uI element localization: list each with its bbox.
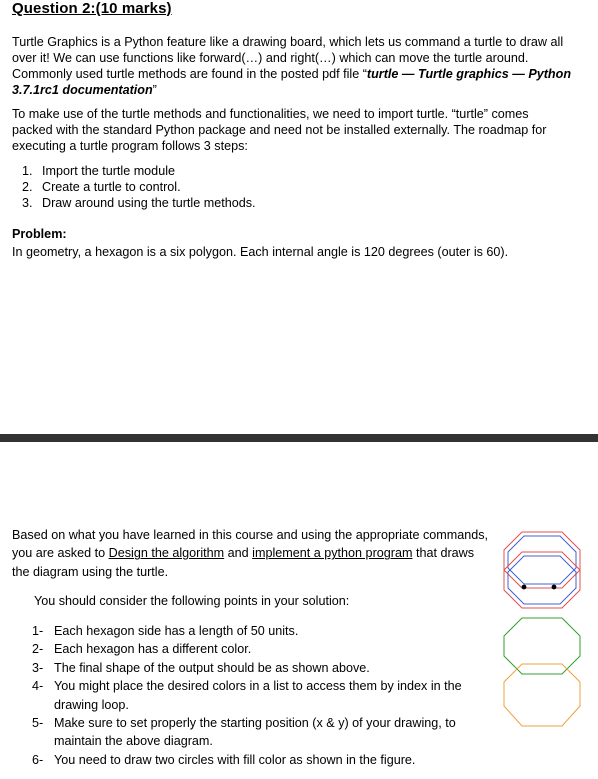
design-algorithm-text: Design the algorithm xyxy=(108,546,225,561)
list-item: 2. Create a turtle to control. xyxy=(22,180,181,194)
hexagon-diagram xyxy=(500,530,584,730)
list-item: 1- Each hexagon side has a length of 50 units. xyxy=(32,624,299,638)
list-item: 6- You need to draw two circles with fill color as shown in the figure. xyxy=(32,752,416,767)
question-heading: Question 2:(10 marks) xyxy=(12,0,172,17)
doc-title: turtle — Turtle graphics — Python 3.7.1rc1 documentation xyxy=(12,67,572,97)
hexagon xyxy=(504,618,580,674)
hexagon xyxy=(504,664,580,726)
intro-paragraph xyxy=(12,34,572,98)
page-divider xyxy=(0,434,598,442)
problem-title: Problem: xyxy=(12,227,67,241)
list-item: 3- The final shape of the output should be as shown above. xyxy=(32,660,370,675)
hexagon xyxy=(508,556,576,604)
intro-close-quote: ” xyxy=(152,83,157,97)
list-item: 3. Draw around using the turtle methods. xyxy=(22,196,256,210)
list-item: 5- Make sure to set properly the starting position (x & y) of your drawing, to maintain the above diagram. xyxy=(32,716,456,749)
roadmap-paragraph: To make use of the turtle methods and functionalities, we need to import turtle. “turtle” comes packed with the standard Python package and need not be installed externally. The roadmap for executing a turtle program follows 3 steps: xyxy=(12,107,547,153)
filled-circle xyxy=(522,585,527,590)
list-item: 2- Each hexagon has a different color. xyxy=(32,642,252,657)
task-paragraph: Based on what you have learned in this course and using the appropriate commands, you are asked to Design the algorithm and implement a python program that draws the diagram using the turtle. xyxy=(12,528,489,579)
steps-list xyxy=(22,163,256,211)
list-item: 4- You might place the desired colors in a list to access them by index in the drawing loop. xyxy=(32,679,462,712)
hexagon xyxy=(508,536,576,584)
problem-text: In geometry, a hexagon is a six polygon. Each internal angle is 120 degrees (outer is 60). xyxy=(12,245,509,259)
hexagon xyxy=(504,552,580,608)
list-item: 1. Import the turtle module xyxy=(22,164,175,178)
intro-text: Turtle Graphics is a Python feature like a drawing board, which lets us command a turtle to draw all over it! We can use functions like forward(…) and right(…) which can move the turtle around. Commonly used turtle methods are found in the posted pdf file “ xyxy=(12,35,564,81)
implement-program-text: implement a python program xyxy=(252,546,413,561)
filled-circle xyxy=(552,585,557,590)
points-list xyxy=(32,622,482,769)
consider-text: You should consider the following points in your solution: xyxy=(34,594,350,608)
hexagon xyxy=(504,532,580,588)
